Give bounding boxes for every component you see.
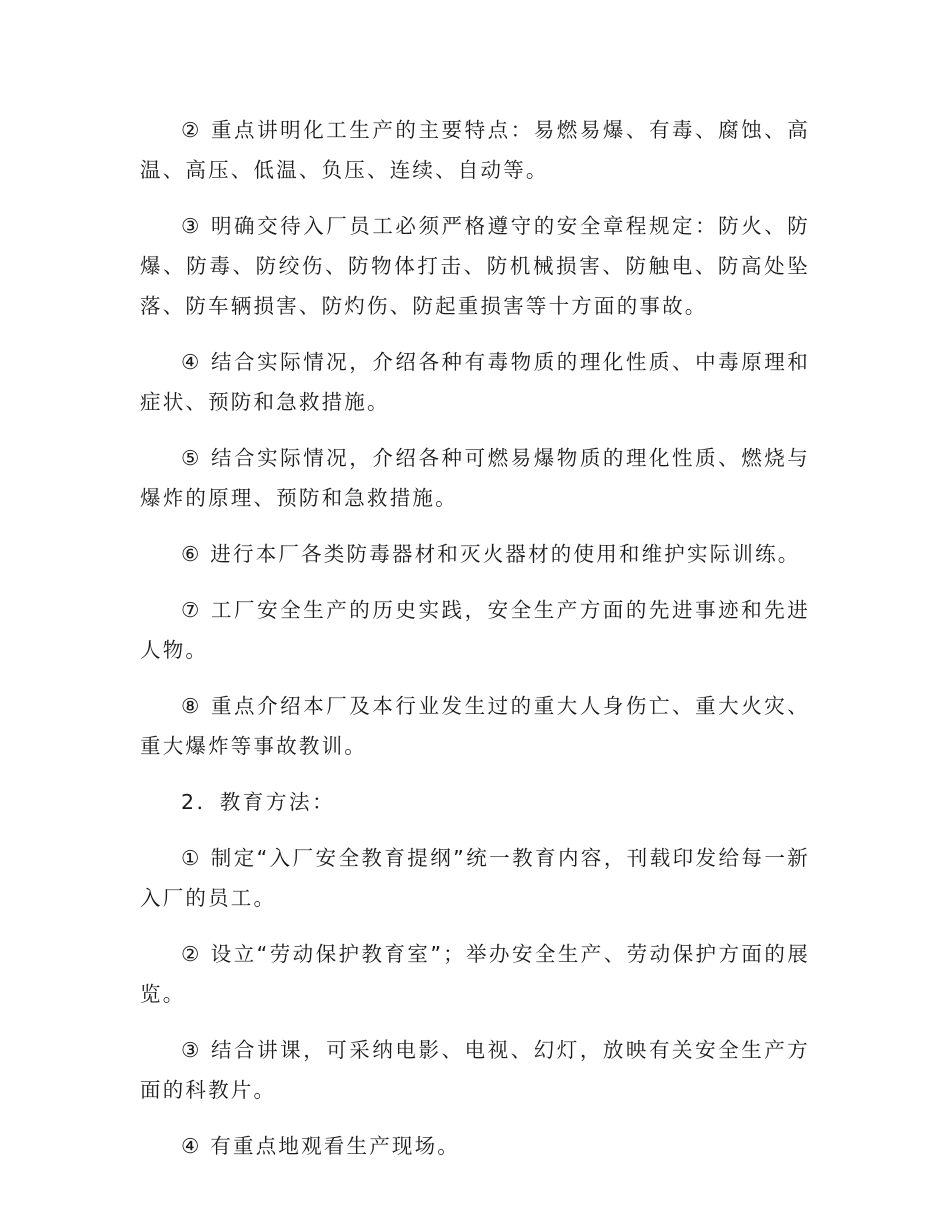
paragraph-chemical-features: ② 重点讲明化工生产的主要特点：易燃易爆、有毒、腐蚀、高温、高压、低温、负压、连续、自动等。 (140, 118, 810, 182)
paragraph-flammable-substances: ⑤ 结合实际情况，介绍各种可燃易爆物质的理化性质、燃烧与爆炸的原理、预防和急救措施。 (140, 446, 810, 510)
paragraph-toxic-substances: ④ 结合实际情况，介绍各种有毒物质的理化性质、中毒原理和症状、预防和急救措施。 (140, 350, 810, 414)
paragraph-media-lectures: ③ 结合讲课，可采纳电影、电视、幻灯，放映有关安全生产方面的科教片。 (140, 1038, 810, 1102)
paragraph-safety-rules: ③ 明确交待入厂员工必须严格遵守的安全章程规定：防火、防爆、防毒、防绞伤、防物体打击、防机械损害、防触电、防高处坠落、防车辆损害、防灼伤、防起重损害等十方面的事故。 (140, 214, 810, 318)
paragraph-education-outline: ① 制定“入厂安全教育提纲”统一教育内容，刊载印发给每一新入厂的员工。 (140, 846, 810, 910)
paragraph-education-room: ② 设立“劳动保护教育室”；举办安全生产、劳动保护方面的展览。 (140, 942, 810, 1006)
paragraph-accident-lessons: ⑧ 重点介绍本厂及本行业发生过的重大人身伤亡、重大火灾、重大爆炸等事故教训。 (140, 694, 810, 758)
paragraph-equipment-training: ⑥ 进行本厂各类防毒器材和灭火器材的使用和维护实际训练。 (181, 542, 801, 566)
section-heading-education-methods: 2．教育方法： (181, 790, 336, 814)
paragraph-site-visit: ④ 有重点地观看生产现场。 (181, 1134, 460, 1158)
paragraph-safety-history: ⑦ 工厂安全生产的历史实践，安全生产方面的先进事迹和先进人物。 (140, 598, 810, 662)
